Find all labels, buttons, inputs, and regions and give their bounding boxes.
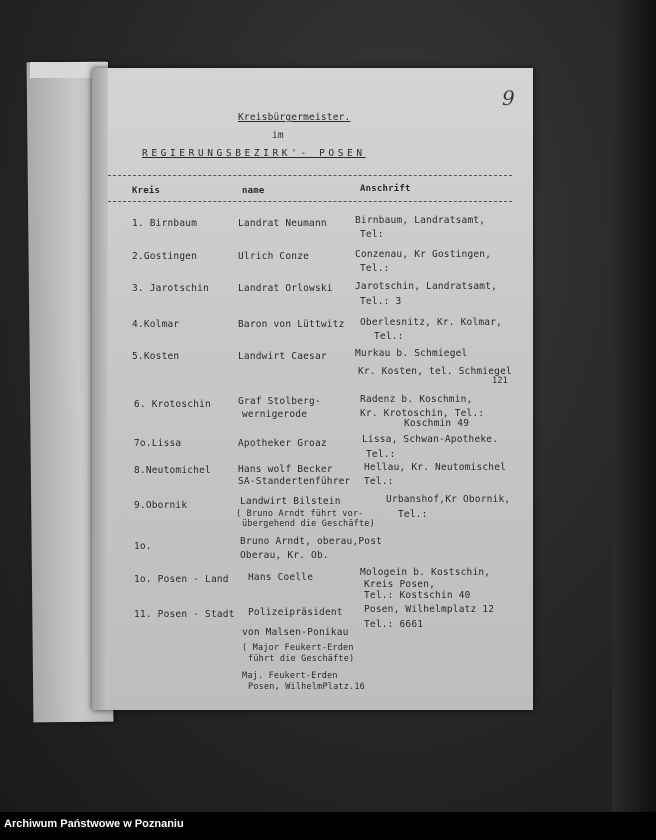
row-6-name-2: wernigerode (242, 409, 308, 420)
archive-credit: Archiwum Państwowe w Poznaniu (4, 818, 184, 830)
row-12-name-6: Posen, WilhelmPlatz.16 (248, 682, 365, 692)
row-6-address: Radenz b. Koschmin, (360, 394, 473, 405)
row-1-tel: Tel: (360, 229, 384, 240)
row-9-address: Urbanshof,Kr Obornik, (386, 494, 511, 505)
row-1-name: Landrat Neumann (238, 218, 327, 229)
row-10-name-2: Oberau, Kr. Ob. (240, 550, 329, 561)
row-1-address: Birnbaum, Landratsamt, (355, 215, 486, 226)
column-header-kreis: Kreis (132, 186, 161, 196)
row-5-name: Landwirt Caesar (238, 351, 327, 362)
row-11-tel: Tel.: Kostschin 40 (364, 590, 471, 601)
row-9-name-2: ( Bruno Arndt führt vor- (236, 509, 364, 519)
row-7-kreis: 7o.Lissa (134, 438, 182, 449)
row-8-address: Hellau, Kr. Neutomischel (364, 462, 507, 473)
row-9-name-3: übergehend die Geschäfte) (242, 519, 375, 529)
column-header-anschrift: Anschrift (360, 184, 411, 194)
row-8-name: Hans wolf Becker (238, 464, 333, 475)
row-6-address-2: Kr. Krotoschin, Tel.: (360, 408, 485, 419)
page-number: 9 (502, 86, 515, 110)
row-4-name: Baron von Lüttwitz (238, 319, 345, 330)
row-3-kreis: 3. Jarotschin (132, 283, 209, 294)
heading-title: Kreisbürgermeister. (238, 112, 351, 123)
row-7-name: Apotheker Groaz (238, 438, 327, 449)
row-4-address: Oberlesnitz, Kr. Kolmar, (360, 317, 503, 328)
row-8-kreis: 8.Neutomichel (134, 465, 211, 476)
header-rule-top (108, 175, 512, 176)
header-rule-bottom (108, 201, 512, 202)
row-2-name: Ulrich Conze (238, 251, 310, 262)
row-5-address: Murkau b. Schmiegel (355, 348, 468, 359)
row-12-name-4: führt die Geschäfte) (248, 654, 355, 664)
heading-in: im (272, 130, 284, 141)
row-9-kreis: 9.Obornik (134, 500, 188, 511)
row-8-tel: Tel.: (364, 476, 394, 487)
row-6-tel: Koschmin 49 (404, 418, 470, 429)
row-11-name: Hans Coelle (248, 572, 314, 583)
row-12-kreis: 11. Posen - Stadt (134, 609, 235, 620)
row-5-kreis: 5.Kosten (132, 351, 180, 362)
row-7-tel: Tel.: (366, 449, 396, 460)
row-10-kreis: 1o. (134, 541, 152, 552)
row-3-address: Jarotschin, Landratsamt, (355, 281, 498, 292)
row-11-address: Mologein b. Kostschin, (360, 567, 491, 578)
row-12-address: Posen, Wilhelmplatz 12 (364, 604, 495, 615)
row-5-tel-number: 121 (492, 376, 508, 386)
column-header-name: name (242, 186, 265, 196)
row-6-name: Graf Stolberg- (238, 396, 321, 407)
row-5-address-2: Kr. Kosten, tel. Schmiegel (358, 366, 512, 377)
row-7-address: Lissa, Schwan-Apotheke. (362, 434, 499, 445)
row-8-name-2: SA-Standertenführer (238, 476, 351, 487)
row-1-kreis: 1. Birnbaum (132, 218, 198, 229)
heading-region: REGIERUNGSBEZIRK'- POSEN (142, 148, 366, 159)
row-6-kreis: 6. Krotoschin (134, 399, 211, 410)
page-fold (92, 68, 108, 710)
row-12-name-5: Maj. Feukert-Erden (242, 671, 338, 681)
row-12-name-3: ( Major Feukert-Erden (242, 643, 354, 653)
row-4-tel: Tel.: (374, 331, 404, 342)
row-3-name: Landrat Orlowski (238, 283, 333, 294)
row-9-tel: Tel.: (398, 509, 428, 520)
row-12-tel: Tel.: 6661 (364, 619, 424, 630)
row-3-tel: Tel.: 3 (360, 296, 402, 307)
scan-right-edge (612, 0, 656, 812)
row-9-name: Landwirt Bilstein (240, 496, 341, 507)
row-12-name: Polizeipräsident (248, 607, 343, 618)
row-2-tel: Tel.: (360, 263, 390, 274)
row-11-kreis: 1o. Posen - Land (134, 574, 229, 585)
row-10-name: Bruno Arndt, oberau,Post (240, 536, 383, 547)
row-12-name-2: von Malsen-Ponikau (242, 627, 349, 638)
row-2-address: Conzenau, Kr Gostingen, (355, 249, 492, 260)
row-4-kreis: 4.Kolmar (132, 319, 180, 330)
row-11-address-2: Kreis Posen, (364, 579, 436, 590)
row-2-kreis: 2.Gostingen (132, 251, 198, 262)
